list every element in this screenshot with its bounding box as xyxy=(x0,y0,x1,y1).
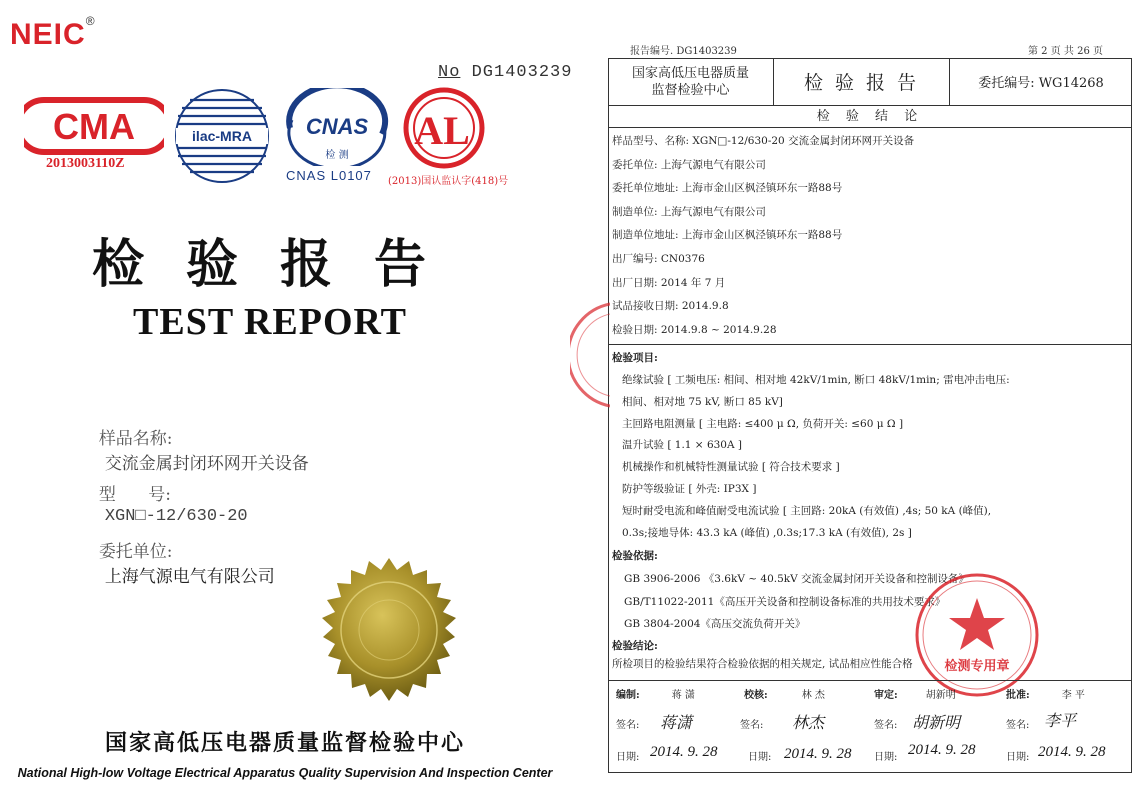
signature-1: 蒋潇 xyxy=(660,713,693,732)
signature-3: 胡新明 xyxy=(912,713,961,732)
info-row: 试品接收日期: 2014.9.8 xyxy=(612,300,729,313)
role-approve: 批准: 李 平 xyxy=(1006,690,1085,701)
cover-title-cn: 检验报告 xyxy=(91,234,468,295)
info-rows xyxy=(612,133,1130,345)
header-org: 国家高低压电器质量 监督检验中心 xyxy=(608,58,774,105)
al-logo xyxy=(388,86,532,187)
info-row: 出厂日期: 2014 年 7 月 xyxy=(612,276,726,289)
cma-text: CMA xyxy=(53,106,135,147)
field-value: 上海气源电气有限公司 xyxy=(104,567,275,587)
date-label: 日期: xyxy=(1006,752,1030,763)
role-compile: 编制: 蒋 潇 xyxy=(616,690,695,701)
sign-label: 签名: xyxy=(740,720,764,731)
report-number-prefix: No xyxy=(438,63,461,82)
signature-4: 李平 xyxy=(1044,711,1077,730)
date-3: 2014. 9. 28 xyxy=(908,742,976,758)
basis-line: GB 3906-2006 《3.6kV ~ 40.5kV 交流金属封闭开关设备和控制设备》 xyxy=(624,573,970,585)
item-line: 短时耐受电流和峰值耐受电流试验 [ 主回路: 20kA (有效值) ,4s; 50 kA (峰值), xyxy=(622,504,992,517)
org-name-cn: 国家高低压电器质量监督检验中心 xyxy=(104,731,465,756)
org-name-en: National High-low Voltage Electrical Apparatus Quality Supervision And Inspection Center xyxy=(17,766,553,780)
item-line: 0.3s;接地导体: 43.3 kA (峰值) ,0.3s;17.3 kA (有效值), 2s ] xyxy=(622,526,912,539)
partial-stamp-edge xyxy=(570,300,610,410)
info-row: 检验日期: 2014.9.8 ~ 2014.9.28 xyxy=(612,323,777,336)
header-title: 检 验 报 告 xyxy=(774,58,950,105)
al-text: AL xyxy=(414,108,470,153)
basis-line: GB/T11022-2011《高压开关设备和控制设备标准的共用技术要求》 xyxy=(624,595,946,608)
info-row: 委托单位地址: 上海市金山区枫泾镇环东一路88号 xyxy=(612,182,843,195)
divider xyxy=(608,344,1132,345)
field-label: 样品名称: xyxy=(98,429,173,449)
info-row: 样品型号、名称: XGN□-12/630-20 交流金属封闭环网开关设备 xyxy=(612,135,915,147)
item-line: 防护等级验证 [ 外壳: IP3X ] xyxy=(622,482,757,495)
cma-logo xyxy=(24,96,164,171)
al-code: (2013)国认监认字(418)号 xyxy=(388,176,509,187)
sign-label: 签名: xyxy=(616,720,640,731)
cnas-logo xyxy=(282,88,392,188)
field-label: 委托单位: xyxy=(98,542,173,562)
info-row: 制造单位地址: 上海市金山区枫泾镇环东一路88号 xyxy=(612,229,843,242)
registered-mark: ® xyxy=(85,14,96,28)
conclusion-title: 检验结论: xyxy=(612,640,658,652)
item-line: 绝缘试验 [ 工频电压: 相间、相对地 42kV/1min, 断口 48kV/1min; 雷电冲击电压: xyxy=(622,374,1010,386)
date-label: 日期: xyxy=(748,752,772,763)
info-row: 制造单位: 上海气源电气有限公司 xyxy=(612,205,766,218)
basis-title: 检验依据: xyxy=(612,550,658,562)
sheet-header xyxy=(608,58,1132,106)
date-2: 2014. 9. 28 xyxy=(784,746,852,762)
item-line: 相间、相对地 75 kV, 断口 85 kV] xyxy=(622,395,783,408)
sign-label: 签名: xyxy=(1006,720,1030,731)
cnas-code: CNAS L0107 xyxy=(286,168,372,183)
basis-list xyxy=(624,571,1130,639)
gold-seal xyxy=(304,556,474,716)
field-label: 型 号: xyxy=(98,485,171,505)
item-line: 主回路电阻测量 [ 主电路: ≤400 μ Ω, 负荷开关: ≤60 μ Ω ] xyxy=(622,417,904,430)
cover-title-en: TEST REPORT xyxy=(133,301,407,343)
items-list xyxy=(622,372,1130,546)
neic-logo xyxy=(10,14,96,52)
field-value: 交流金属封闭环网开关设备 xyxy=(104,454,309,474)
report-number-value: DG1403239 xyxy=(471,63,573,82)
date-label: 日期: xyxy=(616,752,640,763)
report-number xyxy=(438,63,572,82)
items-title: 检验项目: xyxy=(612,352,658,364)
basis-line: GB 3804-2004《高压交流负荷开关》 xyxy=(624,618,806,630)
conclusion-text: 所检项目的检验结果符合检验依据的相关规定, 试品相应性能合格 xyxy=(612,658,913,670)
signature-2: 林杰 xyxy=(792,713,825,732)
item-line: 温升试验 [ 1.1 × 630A ] xyxy=(622,439,743,452)
ilac-text: ilac-MRA xyxy=(192,128,252,144)
section-title: 检 验 结 论 xyxy=(608,106,1132,128)
header-commission-no: 委托编号: WG14268 xyxy=(978,76,1104,91)
role-review: 校核: 林 杰 xyxy=(744,690,825,701)
report-number-label: 报告编号. DG1403239 xyxy=(630,46,737,57)
date-label: 日期: xyxy=(874,752,898,763)
info-row: 出厂编号: CN0376 xyxy=(612,252,705,265)
field-client xyxy=(88,517,275,587)
page-number: 第 2 页 共 26 页 xyxy=(1028,46,1103,57)
field-value: XGN□-12/630-20 xyxy=(104,507,248,526)
date-4: 2014. 9. 28 xyxy=(1038,744,1106,760)
role-approve-tech: 审定: 胡新明 xyxy=(874,690,956,701)
date-1: 2014. 9. 28 xyxy=(650,744,718,760)
cnas-text: CNAS xyxy=(305,114,369,139)
sign-label: 签名: xyxy=(874,720,898,731)
stamp-text: 检测专用章 xyxy=(944,659,1010,674)
cma-code: 2013003110Z xyxy=(46,156,125,171)
divider xyxy=(608,680,1132,681)
cnas-sub: 检 测 xyxy=(325,150,349,161)
ilac-mra-logo xyxy=(172,86,272,186)
item-line: 机械操作和机械特性测量试验 [ 符合技术要求 ] xyxy=(622,461,840,474)
info-row: 委托单位: 上海气源电气有限公司 xyxy=(612,158,766,171)
neic-brand: NEIC xyxy=(10,18,86,51)
